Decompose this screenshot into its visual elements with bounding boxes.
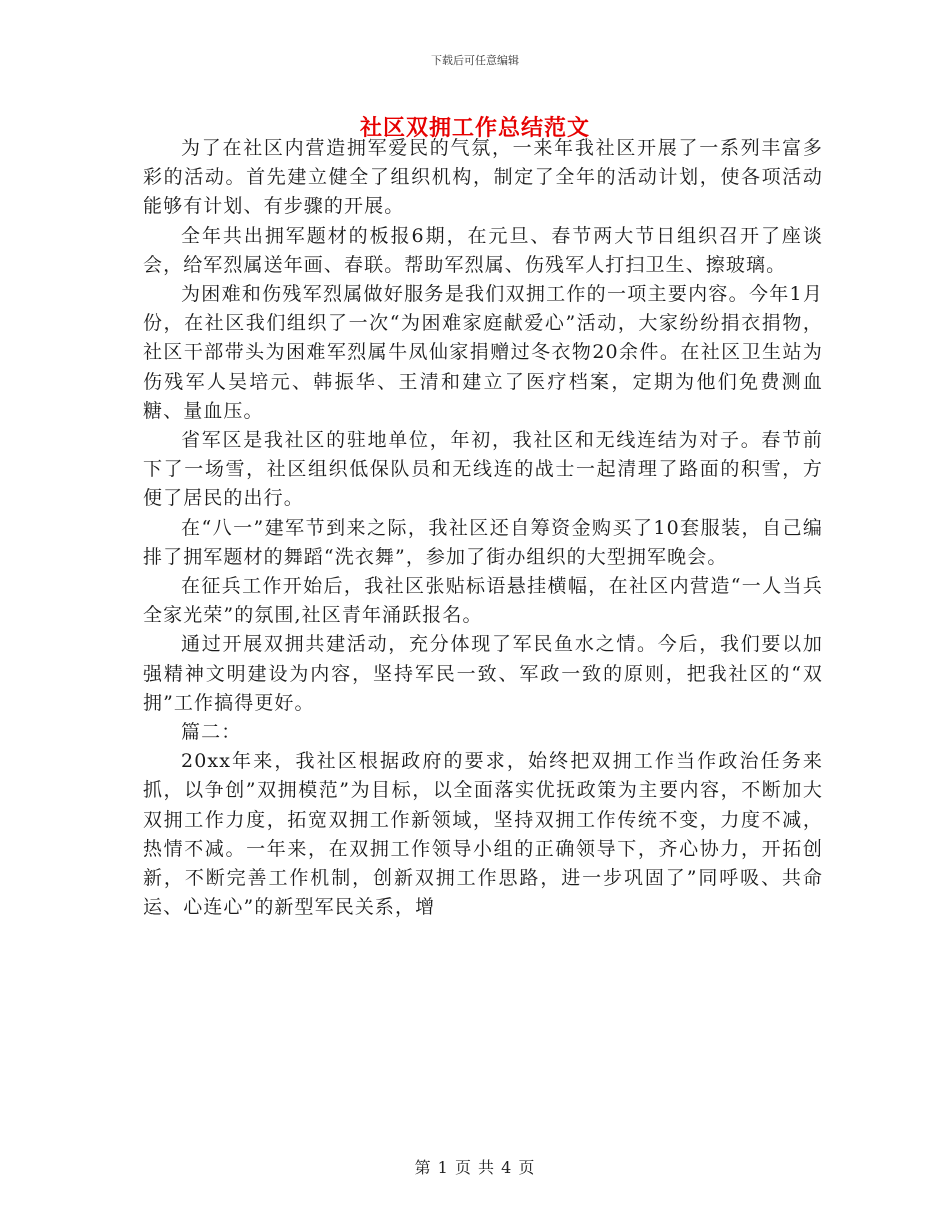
body-paragraph: 在征兵工作开始后，我社区张贴标语悬挂横幅，在社区内营造“一人当兵全家光荣”的氛围,社区青年涌跃报名。: [143, 575, 823, 627]
body-paragraph: 为困难和伤残军烈属做好服务是我们双拥工作的一项主要内容。今年1月份，在社区我们组织了一次“为困难家庭献爱心”活动，大家纷纷捐衣捐物，社区干部带头为困难军烈属牛凤仙家捐赠过冬衣物20余件。在社区卫生站为伤残军人吴培元、韩振华、王清和建立了医疗档案，定期为他们免费测血糖、量血压。: [143, 283, 823, 422]
page-header-note: 下载后可任意编辑: [431, 54, 519, 67]
body-paragraph: 全年共出拥军题材的板报6期，在元旦、春节两大节日组织召开了座谈会，给军烈属送年画、春联。帮助军烈属、伤残军人打扫卫生、擦玻璃。: [143, 224, 823, 276]
body-paragraph: 为了在社区内营造拥军爱民的气氛，一来年我社区开展了一系列丰富多彩的活动。首先建立健全了组织机构，制定了全年的活动计划，使各项活动能够有计划、有步骤的开展。: [143, 137, 823, 218]
body-paragraph: 省军区是我社区的驻地单位，年初，我社区和无线连结为对子。春节前下了一场雪，社区组织低保队员和无线连的战士一起清理了路面的积雪，方便了居民的出行。: [143, 429, 823, 510]
document-title: 社区双拥工作总结范文: [359, 115, 590, 141]
body-paragraph: 通过开展双拥共建活动，充分体现了军民鱼水之情。今后，我们要以加强精神文明建设为内容，坚持军民一致、军政一致的原则，把我社区的“双拥”工作搞得更好。: [143, 633, 823, 714]
document-body: [143, 134, 823, 922]
page-number-footer: 第 1 页 共 4 页: [414, 1158, 536, 1177]
body-paragraph: 在“八一”建军节到来之际，我社区还自筹资金购买了10套服装，自己编排了拥军题材的舞蹈“洗衣舞”，参加了街办组织的大型拥军晚会。: [143, 516, 823, 568]
body-paragraph: 20xx年来，我社区根据政府的要求，始终把双拥工作当作政治任务来抓，以争创”双拥模范”为目标，以全面落实优抚政策为主要内容，不断加大双拥工作力度，拓宽双拥工作新领域，坚持双拥工作传统不变，力度不减，热情不减。一年来，在双拥工作领导小组的正确领导下，齐心协力，开拓创新，不断完善工作机制，创新双拥工作思路，进一步巩固了”同呼吸、共命运、心连心”的新型军民关系，增: [143, 750, 823, 919]
section-heading: 篇二：: [181, 721, 242, 744]
